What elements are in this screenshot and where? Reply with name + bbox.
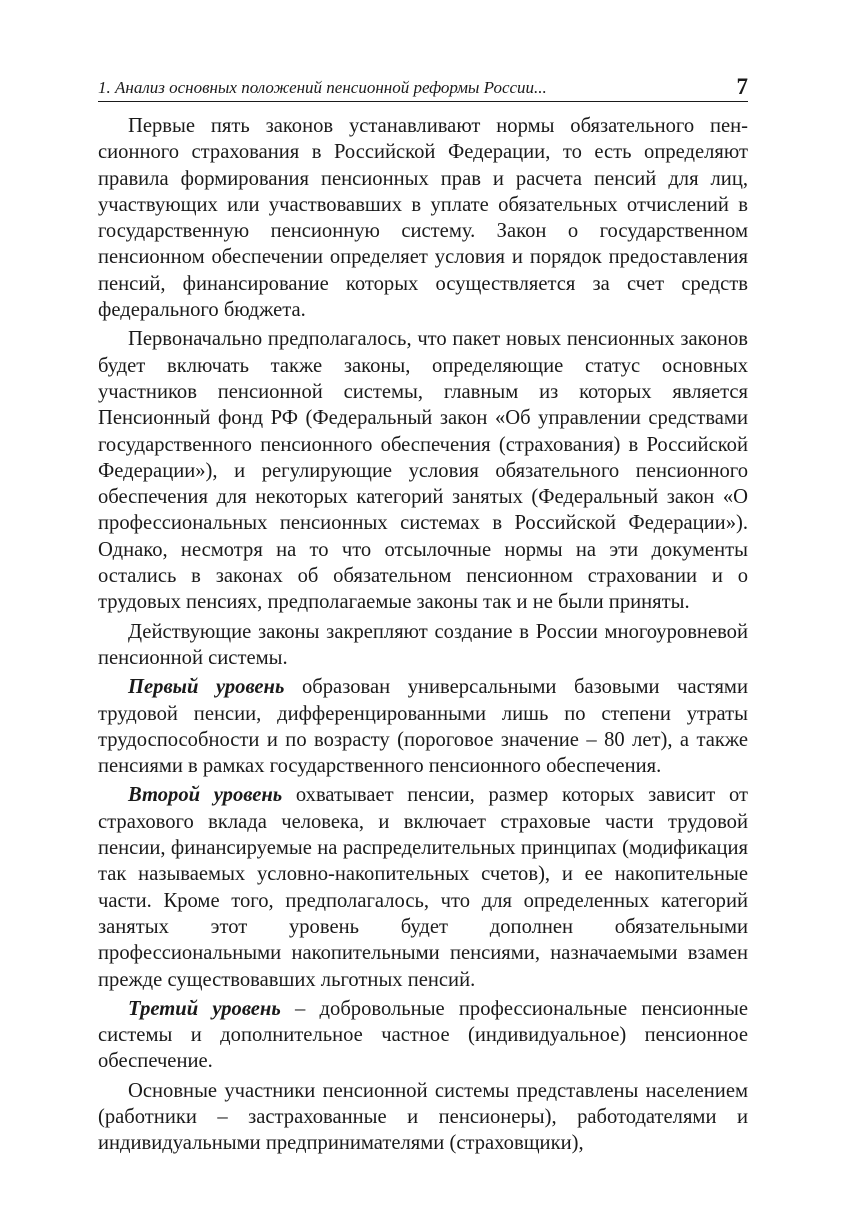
paragraph-text: Первые пять законов устанавливают нормы обязательного пенсионного страхования в Российской Федерации, то есть определяют правила формирования пенсионных прав и расчета пенсий для лиц, участвующих или участвовавших в уплате обязательных отчислений в государственную пенсионную систему. Закон о государственном пенсионном обеспечении определяет условия и порядок предоставления пенсий, финансирование которых осуществляется за счет средств федерального бюджета.: [98, 115, 748, 322]
paragraph-third-level: [98, 996, 748, 1075]
term-first-level: Первый уровень: [128, 676, 285, 699]
paragraph-text: – добровольные профессиональные пенсионные системы и дополнительное частное (индивидуальное) пенсионное обеспечение.: [98, 997, 748, 1073]
paragraph-text: Основные участники пенсионной системы представлены населением (работники – застрахованные и пенсионеры), работодателями и индивидуальными предпринимателями (страховщики),: [98, 1079, 748, 1155]
paragraph-text: охватывает пенсии, размер которых зависит от страхового вклада человека, и включает страховые части трудовой пенсии, финансируемые на распределительных принципах (модификация так называемых условно-накопительных счетов), и ее накопительные части. Кроме того, предполагалось, что для определенных категорий занятых этот уровень будет дополнен обязательными профессиональными накопительными пенсиями, назначаемыми взамен прежде существовавших льготных пенсий.: [98, 784, 749, 991]
paragraph: [98, 1078, 748, 1157]
book-page: [98, 70, 748, 1157]
term-third-level: Третий уровень: [128, 997, 281, 1020]
body-text: [98, 113, 748, 1157]
paragraph-text: образован универсальными базовыми частями трудовой пенсии, дифференцированными лишь по степени утраты трудоспособности и по возрасту (пороговое значение – 80 лет), а также пенсиями в рамках государственного пенсионного обеспечения.: [98, 676, 748, 778]
running-title: 1. Анализ основных положений пенсионной реформы России...: [98, 78, 547, 97]
running-header: [98, 70, 748, 102]
paragraph: [98, 326, 748, 615]
term-second-level: Второй уровень: [128, 784, 283, 807]
paragraph: [98, 113, 748, 323]
paragraph-first-level: [98, 674, 748, 779]
paragraph: [98, 619, 748, 672]
paragraph-text: Действующие законы закрепляют создание в России многоуровневой пенсионной системы.: [98, 620, 748, 669]
paragraph-text: Первоначально предполагалось, что пакет новых пенсионных законов будет включать также законы, определяющие статус основных участников пенсионной системы, главным из которых является Пенсионный фонд РФ (Федеральный закон «Об управлении средствами государственного пенсионного обеспечения (страхования) в Российской Федерации»), и регулирующие условия обязательного пенсионного обеспечения для некоторых категорий занятых (Федеральный закон «О профессиональных пенсионных системах в Российской Федерации»). Однако, несмотря на то что отсылочные нормы на эти документы остались в законах об обязательном пенсионном страховании и о трудовых пенсиях, предполагаемые законы так и не были приняты.: [98, 328, 748, 614]
page-number: 7: [736, 74, 748, 99]
paragraph-second-level: [98, 782, 748, 992]
